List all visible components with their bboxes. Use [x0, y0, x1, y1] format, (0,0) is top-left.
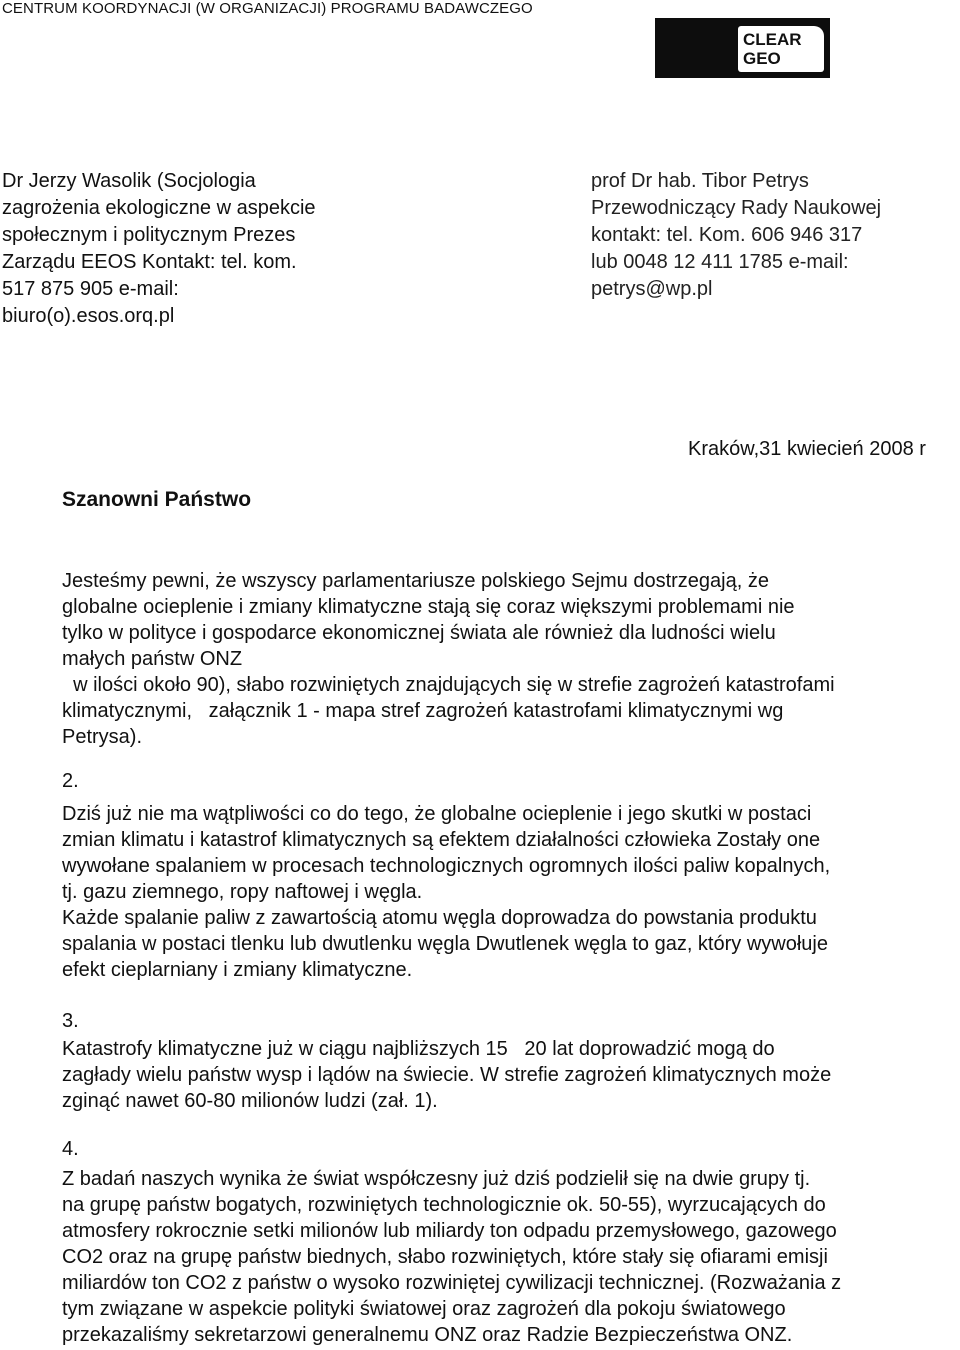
paragraph-number-2: 2.	[62, 770, 79, 792]
paragraph-2: Dziś już nie ma wątpliwości co do tego, że globalne ocieplenie i jego skutki w postaci zmian klimatu i katastrof klimatycznych są efektem działalności człowieka Zostały one wywołane spalaniem w procesach technologicznych ogromnych ilości paliw kopalnych, tj. gazu ziemnego, ropy naftowej i węgla. Każde spalanie paliw z zawartością atomu węgla doprowadza do powstania produktu spalania w postaci tlenku lub dwutlenku węgla Dwutlenek węgla to gaz, który wywołuje efekt cieplarniany i zmiany klimatyczne.	[62, 803, 831, 981]
organization-header: CENTRUM KOORDYNACJI (W ORGANIZACJI) PROGRAMU BADAWCZEGO	[2, 0, 533, 17]
contact-block-right: prof Dr hab. Tibor Petrys Przewodniczący Rady Naukowej kontakt: tel. Kom. 606 946 317 lub 0048 12 411 1785 e-mail: petrys@wp.pl	[591, 170, 882, 300]
clear-geo-logo	[655, 18, 830, 78]
paragraph-number-3: 3.	[62, 1010, 79, 1032]
logo-text: CLEAR GEO	[743, 30, 802, 68]
contact-block-left: Dr Jerzy Wasolik (Socjologia zagrożenia ekologiczne w aspekcie społecznym i politycznym Prezes Zarządu EEOS Kontakt: tel. kom. 517 875 905 e-mail: biuro(o).esos.orq.pl	[2, 170, 316, 327]
paragraph-number-4: 4.	[62, 1138, 79, 1160]
paragraph-3: Katastrofy klimatyczne już w ciągu najbliższych 15 20 lat doprowadzić mogą do zagłady wielu państw wysp i lądów na świecie. W strefie zagrożeń klimatycznych może zginąć nawet 60-80 milionów ludzi (zał. 1).	[62, 1038, 832, 1112]
paragraph-4: Z badań naszych wynika że świat współczesny już dziś podzielił się na dwie grupy tj. na grupę państw bogatych, rozwiniętych technologicznie ok. 50-55), wyrzucających do atmosfery rokrocznie setki milionów lub miliardy ton odpadu przemysłowego, gazowego CO2 oraz na grupę państw biednych, słabo rozwiniętych, które stały się ofiarami emisji miliardów ton CO2 z państw o wysoko rozwiniętej cywilizacji technicznej. (Rozważania z tym związane w aspekcie polityki światowej oraz zagrożeń dla pokoju światowego przekazaliśmy sekretarzowi generalnemu ONZ oraz Radzie Bezpieczeństwa ONZ.	[62, 1168, 842, 1346]
paragraph-1: Jesteśmy pewni, że wszyscy parlamentariusze polskiego Sejmu dostrzegają, że globalne ocieplenie i zmiany klimatyczne stają się coraz większymi problemami nie tylko w polityce i gospodarce ekonomicznej świata ale również dla ludności wielu małych państw ONZ w ilości około 90), słabo rozwiniętych znajdujących się w strefie zagrożeń katastrofami klimatycznymi, załącznik 1 - mapa stref zagrożeń katastrofami klimatycznymi wg Petrysa).	[62, 570, 835, 748]
salutation: Szanowni Państwo	[62, 488, 252, 511]
logo-box	[738, 26, 824, 72]
letter-date: Kraków,31 kwiecień 2008 r	[688, 438, 926, 460]
